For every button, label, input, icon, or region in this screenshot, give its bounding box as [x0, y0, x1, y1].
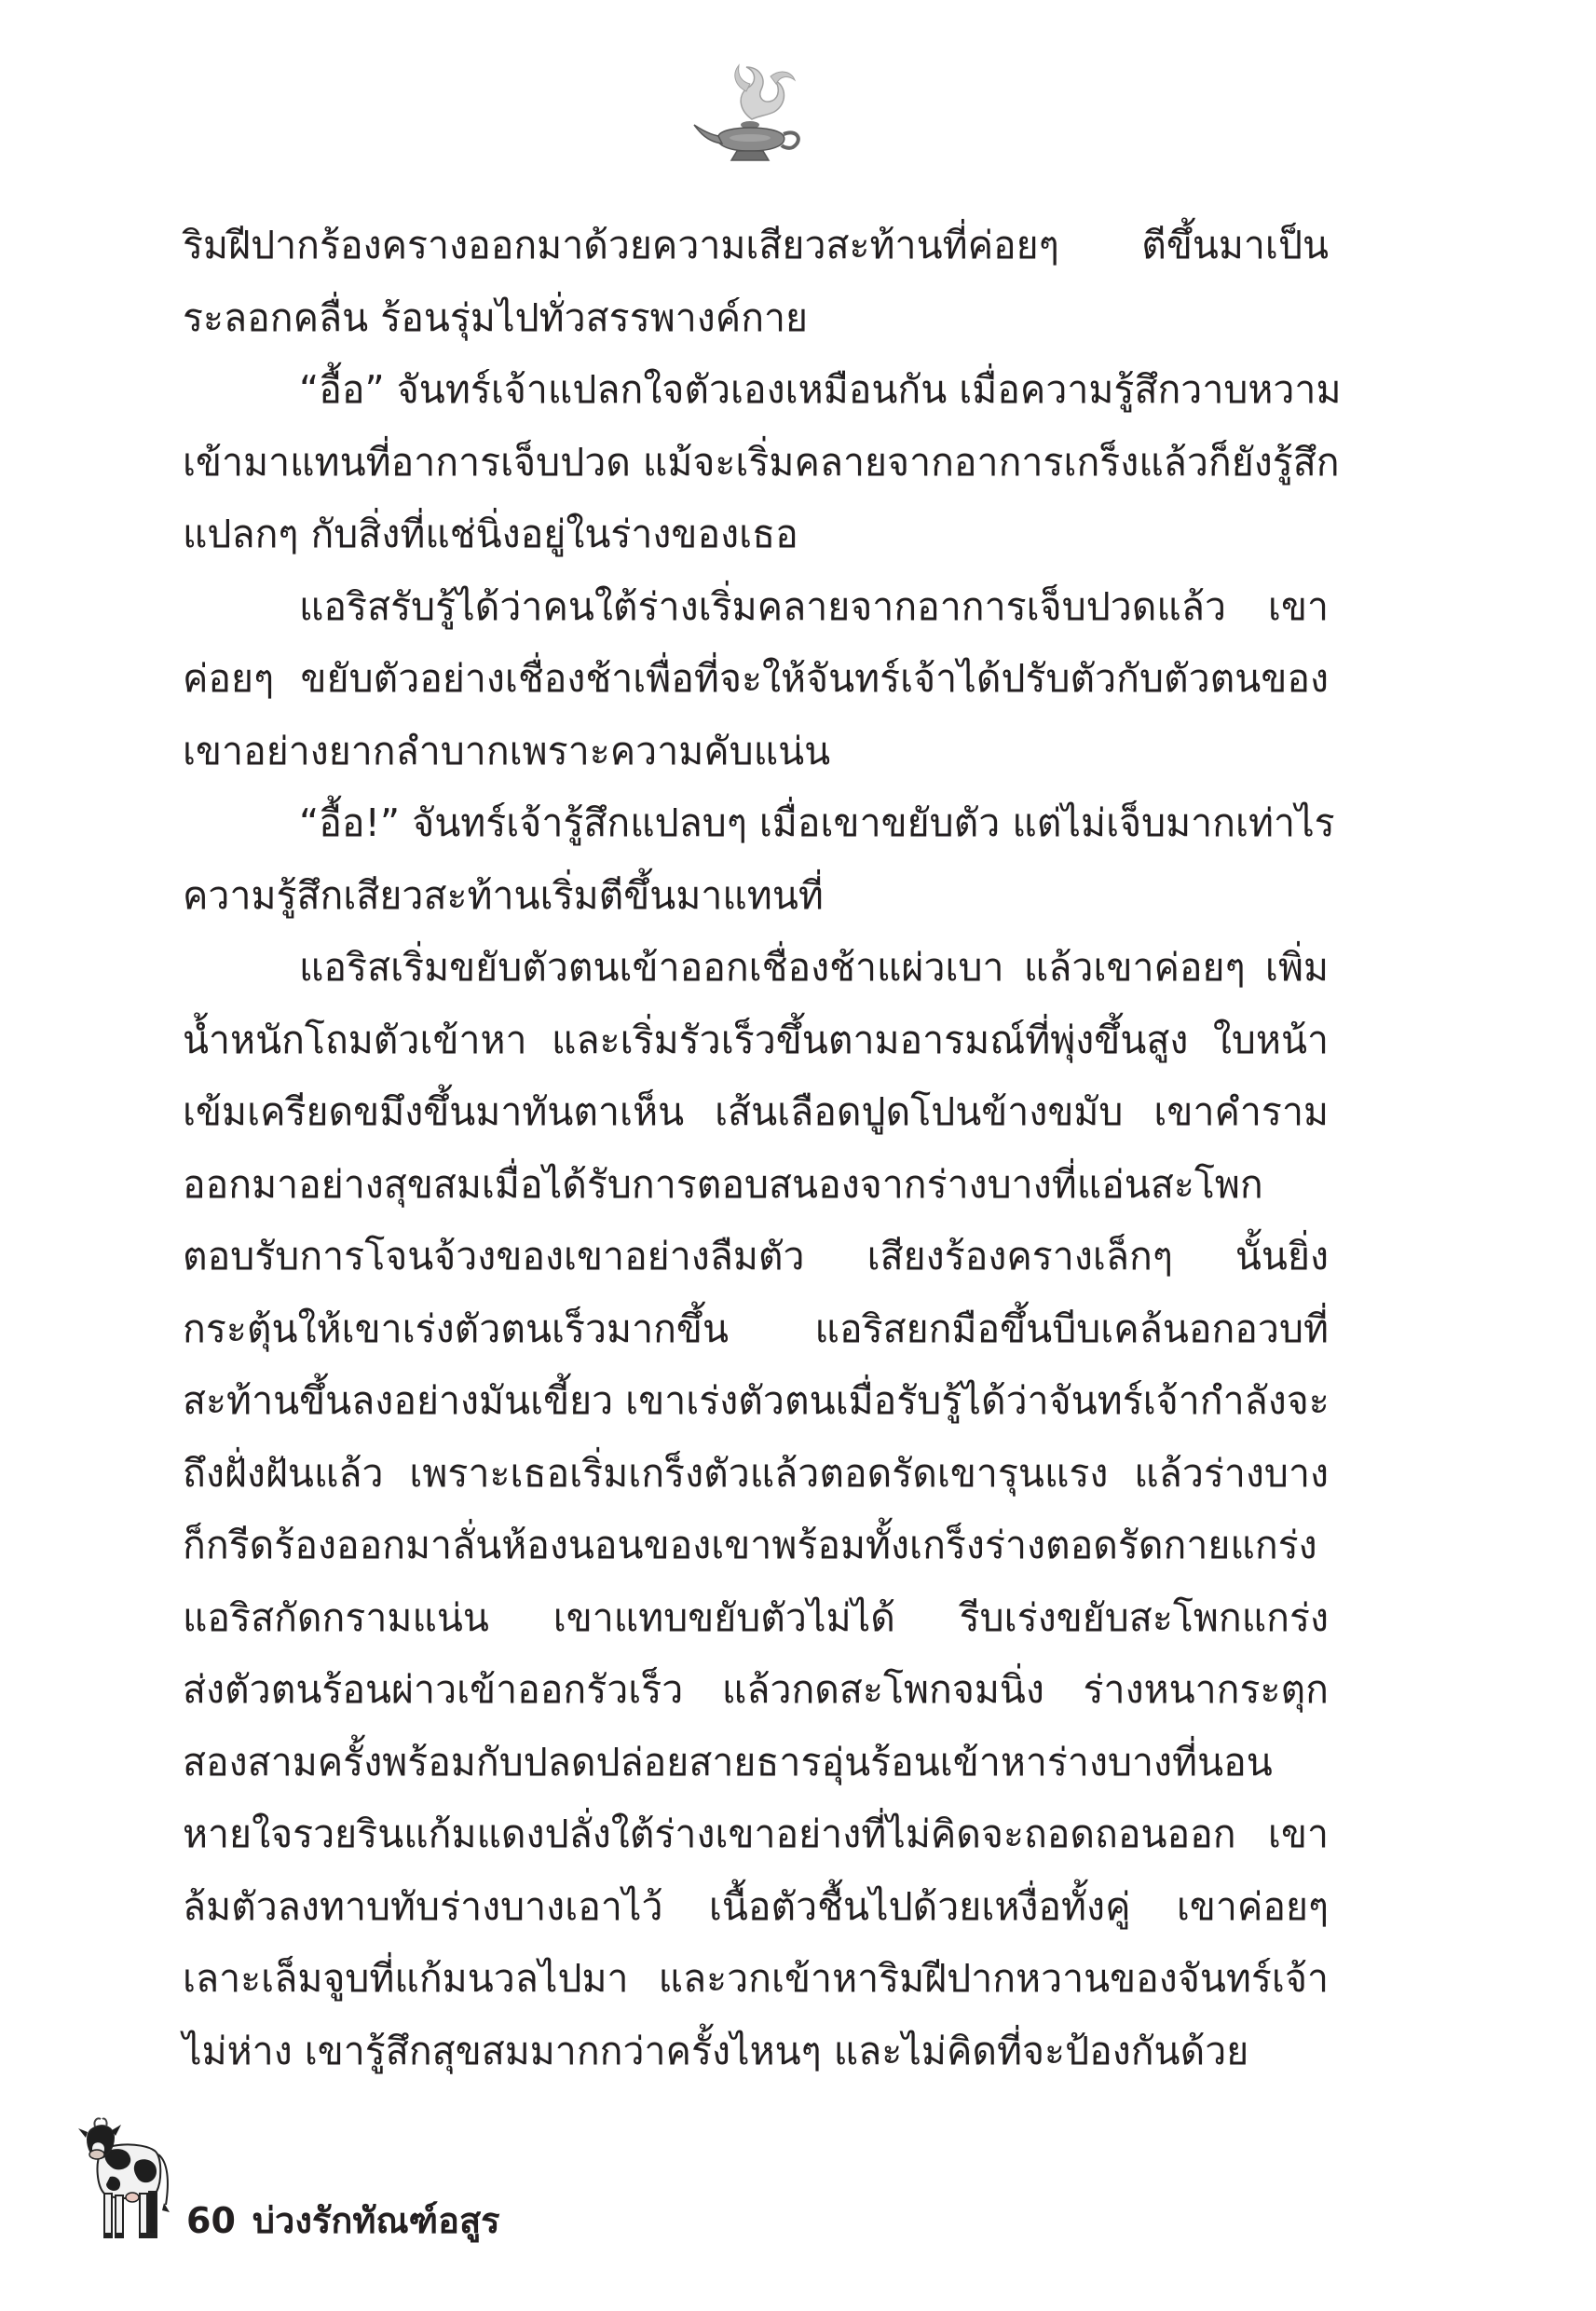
text-line: ถึงฝั่งฝันแล้ว เพราะเธอเริ่มเกร็งตัวแล้วตอดรัดเขารุนแรง แล้วร่างบาง [183, 1450, 1329, 1496]
text-line: ความรู้สึกเสียวสะท้านเริ่มตีขึ้นมาแทนที่ [183, 872, 824, 918]
text-line: ส่งตัวตนร้อนผ่าวเข้าออกรัวเร็ว แล้วกดสะโพกจมนิ่ง ร่างหนากระตุก [183, 1667, 1329, 1712]
text-line: ออกมาอย่างสุขสมเมื่อได้รับการตอบสนองจากร่างบางที่แอ่นสะโพก [183, 1161, 1263, 1207]
text-line: เข้มเครียดขมึงขึ้นมาทันตาเห็น เส้นเลือดปูดโปนข้างขมับ เขาคำราม [183, 1089, 1329, 1134]
page-footer [76, 2115, 729, 2246]
text-line: เลาะเล็มจูบที่แก้มนวลไปมา และวกเข้าหาริมฝีปากหวานของจันทร์เจ้า [183, 1956, 1329, 2001]
text-line: “อื้อ” จันทร์เจ้าแปลกใจตัวเองเหมือนกัน เมื่อความรู้สึกวาบหวาม [299, 367, 1342, 412]
text-line: เข้ามาแทนที่อาการเจ็บปวด แม้จะเริ่มคลายจากอาการเกร็งแล้วก็ยังรู้สึก [183, 439, 1340, 485]
text-line: เขาอย่างยากลำบากเพราะความคับแน่น [183, 728, 831, 773]
text-line: ตอบรับการโจนจ้วงของเขาอย่างลืมตัว เสียงร้องครางเล็กๆ นั้นยิ่ง [183, 1234, 1329, 1279]
text-line: ระลอกคลื่น ร้อนรุ่มไปทั่วสรรพางค์กาย [183, 294, 809, 340]
text-line: สะท้านขึ้นลงอย่างมันเขี้ยว เขาเร่งตัวตนเมื่อรับรู้ได้ว่าจันทร์เจ้ากำลังจะ [183, 1378, 1330, 1423]
text-line: หายใจรวยรินแก้มแดงปลั่งใต้ร่างเขาอย่างที่ไม่คิดจะถอดถอนออก เขา [183, 1812, 1329, 1856]
text-line: “อื้อ!” จันทร์เจ้ารู้สึกแปลบๆ เมื่อเขาขยับตัว แต่ไม่เจ็บมากเท่าไร [299, 800, 1335, 845]
text-line: สองสามครั้งพร้อมกับปลดปล่อยสายธารอุ่นร้อนเข้าหาร่างบางที่นอน [183, 1739, 1273, 1785]
text-line: แอริสรับรู้ได้ว่าคนใต้ร่างเริ่มคลายจากอาการเจ็บปวดแล้ว เขา [299, 583, 1329, 629]
text-line: แปลกๆ กับสิ่งที่แช่นิ่งอยู่ในร่างของเธอ [183, 512, 798, 556]
text-line: ไม่ห่าง เขารู้สึกสุขสมมากกว่าครั้งไหนๆ และไม่คิดที่จะป้องกันด้วย [183, 2028, 1249, 2073]
book-title: บ่วงรักทัณฑ์อสูร [252, 2200, 500, 2241]
cow-icon [76, 2115, 177, 2246]
text-line: น้ำหนักโถมตัวเข้าหา และเริ่มรัวเร็วขึ้นตามอารมณ์ที่พุ่งขึ้นสูง ใบหน้า [183, 1017, 1329, 1062]
text-line: ก็กรีดร้องออกมาลั่นห้องนอนของเขาพร้อมทั้งเกร็งร่างตอดรัดกายแกร่ง [183, 1523, 1317, 1567]
text-line: กระตุ้นให้เขาเร่งตัวตนเร็วมากขึ้น แอริสยกมือขึ้นบีบเคล้นอกอวบที่ [183, 1306, 1329, 1351]
body-text [183, 210, 1342, 2087]
text-line: แอริสกัดกรามแน่น เขาแทบขยับตัวไม่ได้ รีบเร่งขยับสะโพกแกร่ง [183, 1594, 1329, 1640]
genie-lamp-icon [690, 54, 812, 175]
text-line: ค่อยๆ ขยับตัวอย่างเชื่องช้าเพื่อที่จะให้จันทร์เจ้าได้ปรับตัวกับตัวตนของ [183, 656, 1329, 701]
text-line: ล้มตัวลงทาบทับร่างบางเอาไว้ เนื้อตัวชื้นไปด้วยเหงื่อทั้งคู่ เขาค่อยๆ [183, 1883, 1329, 1929]
text-line: ริมฝีปากร้องครางออกมาด้วยความเสียวสะท้านที่ค่อยๆ ตีขึ้นมาเป็น [183, 223, 1329, 267]
page-folio [186, 2192, 500, 2249]
page-number: 60 [186, 2200, 236, 2241]
text-line: แอริสเริ่มขยับตัวตนเข้าออกเชื่องช้าแผ่วเบา แล้วเขาค่อยๆ เพิ่ม [299, 945, 1329, 990]
